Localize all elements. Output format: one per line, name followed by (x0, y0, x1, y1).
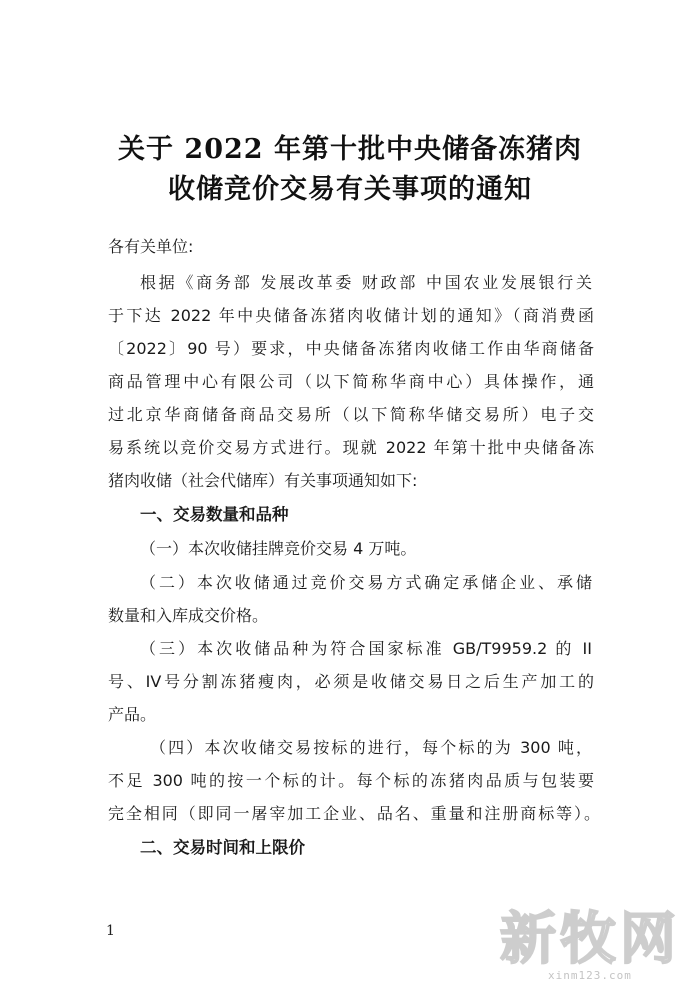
body-line-6: 易系统以竞价交易方式进行。现就 2022 年第十批中央储备冻 (108, 438, 594, 457)
body-line-4: 商品管理中心有限公司（以下简称华商中心）具体操作，通 (108, 372, 594, 391)
item-3-line-1: （三）本次收储品种为符合国家标准 GB/T9959.2 的 II (140, 639, 592, 658)
salutation: 各有关单位: (108, 237, 194, 256)
page-number: 1 (106, 923, 115, 939)
item-3-line-3: 产品。 (108, 705, 157, 724)
item-4-line-2: 不足 300 吨的按一个标的计。每个标的冻猪肉品质与包装要 (108, 771, 594, 790)
section-heading-2: 二、交易时间和上限价 (140, 838, 305, 857)
body-line-7: 猪肉收储（社会代储库）有关事项通知如下: (108, 471, 418, 490)
watermark (492, 895, 692, 985)
body-line-3: 〔2022〕90 号）要求，中央储备冻猪肉收储工作由华商储备 (108, 339, 594, 358)
item-2-line-1: （二）本次收储通过竞价交易方式确定承储企业、承储 (140, 573, 592, 592)
document-title-line-1: 关于 2022 年第十批中央储备冻猪肉 (118, 134, 582, 165)
item-2-line-2: 数量和入库成交价格。 (108, 606, 269, 625)
item-4-line-3: 完全相同（即同一屠宰加工企业、品名、重量和注册商标等）。 (108, 804, 600, 823)
document-title-line-2: 收储竞价交易有关事项的通知 (168, 174, 532, 205)
item-1: （一）本次收储挂牌竞价交易 4 万吨。 (140, 539, 417, 558)
body-line-5: 过北京华商储备商品交易所（以下简称华储交易所）电子交 (108, 405, 594, 424)
watermark-logo: 新牧网 (500, 907, 680, 972)
watermark-url: xinm123.com (548, 969, 632, 982)
item-3-line-2: 号、IV号分割冻猪瘦肉，必须是收储交易日之后生产加工的 (108, 672, 594, 691)
body-line-1: 根据《商务部 发展改革委 财政部 中国农业发展银行关 (140, 273, 592, 292)
item-4-line-1: （四）本次收储交易按标的进行，每个标的为 300 吨， (150, 738, 592, 757)
body-line-2: 于下达 2022 年中央储备冻猪肉收储计划的通知》（商消费函 (108, 306, 594, 325)
section-heading-1: 一、交易数量和品种 (140, 505, 289, 524)
